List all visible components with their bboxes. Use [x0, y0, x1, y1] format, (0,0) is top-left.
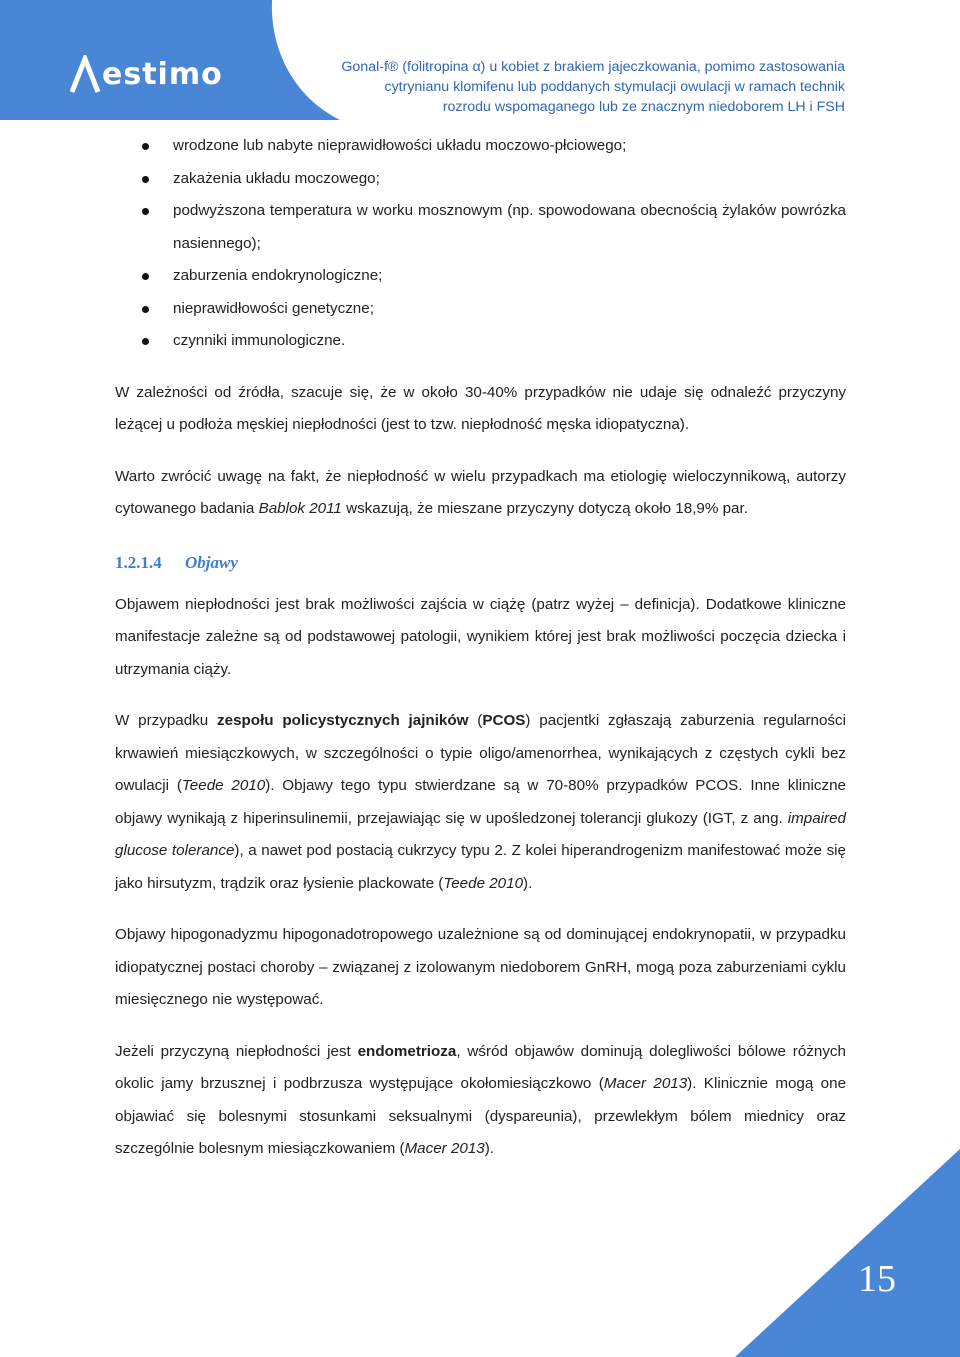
list-item: podwyższona temperatura w worku mosznowym (np. spowodowana obecnością żylaków powrózka nasiennego); [115, 195, 846, 260]
section-number: 1.2.1.4 [115, 552, 162, 572]
title-line-2: cytrynianu klomifenu lub poddanych stymulacji owulacji w ramach technik [384, 79, 845, 95]
cause-list [115, 130, 846, 358]
section-title: Objawy [185, 552, 238, 572]
citation: Teede 2010 [181, 777, 266, 794]
section-heading [115, 547, 846, 579]
page-corner-triangle [735, 1149, 960, 1357]
title-line-3: rozrodu wspomaganego lub ze znacznym niedoborem LH i FSH [442, 99, 845, 115]
paragraph-endometriosis: Jeżeli przyczyną niepłodności jest endometrioza, wśród objawów dominują dolegliwości bólowe różnych okolic jamy brzusznej i podbrzusza występujące okołomiesiączkowo (Macer 2013). Klinicznie mogą one objawiać się bolesnymi stosunkami seksualnymi (dyspareunia), przewlekłym bólem miednicy oraz szczególnie bolesnym miesiączkowaniem (Macer 2013). [115, 1042, 847, 1157]
list-item: zaburzenia endokrynologiczne; [115, 260, 846, 293]
list-item: zakażenia układu moczowego; [115, 163, 846, 196]
page-number: 15 [858, 1258, 896, 1300]
paragraph-symptoms: Objawem niepłodności jest brak możliwości zajścia w ciążę (patrz wyżej – definicja). Dodatkowe kliniczne manifestacje zależne są od podstawowej patologii, wynikiem której jest brak możliwości poczęcia dziecka i utrzymania ciąży. [115, 595, 846, 678]
document-title [285, 57, 845, 117]
paragraph-multifactorial: Warto zwrócić uwagę na fakt, że niepłodność w wielu przypadkach ma etiologię wieloczynnikową, autorzy cytowanego badania Bablok 2011 wskazują, że mieszane przyczyny dotyczą około 18,9% par. [115, 467, 846, 517]
paragraph-idiopathic: W zależności od źródła, szacuje się, że w około 30-40% przypadków nie udaje się odnaleźć przyczyny leżącej u podłoża męskiej niepłodności (jest to tzw. niepłodność męska idiopatyczna). [115, 383, 846, 433]
main-content [115, 130, 846, 1166]
citation: Teede 2010 [443, 874, 524, 892]
logo-text: estimo [102, 56, 223, 92]
paragraph-hypogonadism: Objawy hipogonadyzmu hipogonadotropowego uzależnione są od dominującej endokrynopatii, w przypadku idiopatycznej postaci choroby – związanej z izolowanym niedoborem GnRH, mogą poza zaburzeniami cyklu miesięcznego nie występować. [115, 926, 846, 1008]
list-item: czynniki immunologiczne. [115, 325, 846, 358]
title-line-1: Gonal-f® (folitropina α) u kobiet z brakiem jajeczkowania, pomimo zastosowania [341, 59, 845, 75]
logo-lambda-icon [70, 55, 100, 93]
list-item: nieprawidłowości genetyczne; [115, 293, 846, 326]
citation: Macer 2013 [404, 1140, 485, 1157]
list-item: wrodzone lub nabyte nieprawidłowości układu moczowo-płciowego; [115, 130, 846, 163]
citation: Macer 2013 [603, 1075, 688, 1092]
estimo-logo [70, 54, 223, 94]
paragraph-pcos: W przypadku zespołu policystycznych jajników (PCOS) pacjentki zgłaszają zaburzenia regularności krwawień miesiączkowych, w szczególności o typie oligo/amenorrhea, wynikających z częstych cykli bez owulacji (Teede 2010). Objawy tego typu stwierdzane są w 70-80% przypadków PCOS. Inne kliniczne objawy wynikają z hiperinsulinemii, przejawiając się w upośledzonej tolerancji glukozy (IGT, z ang. impaired glucose tolerance), a nawet pod postacią cukrzycy typu 2. Z kolei hiperandrogenizm manifestować może się jako hirsutyzm, trądzik oraz łysienie plackowate (Teede 2010). [115, 712, 846, 892]
citation: Bablok 2011 [258, 500, 342, 517]
